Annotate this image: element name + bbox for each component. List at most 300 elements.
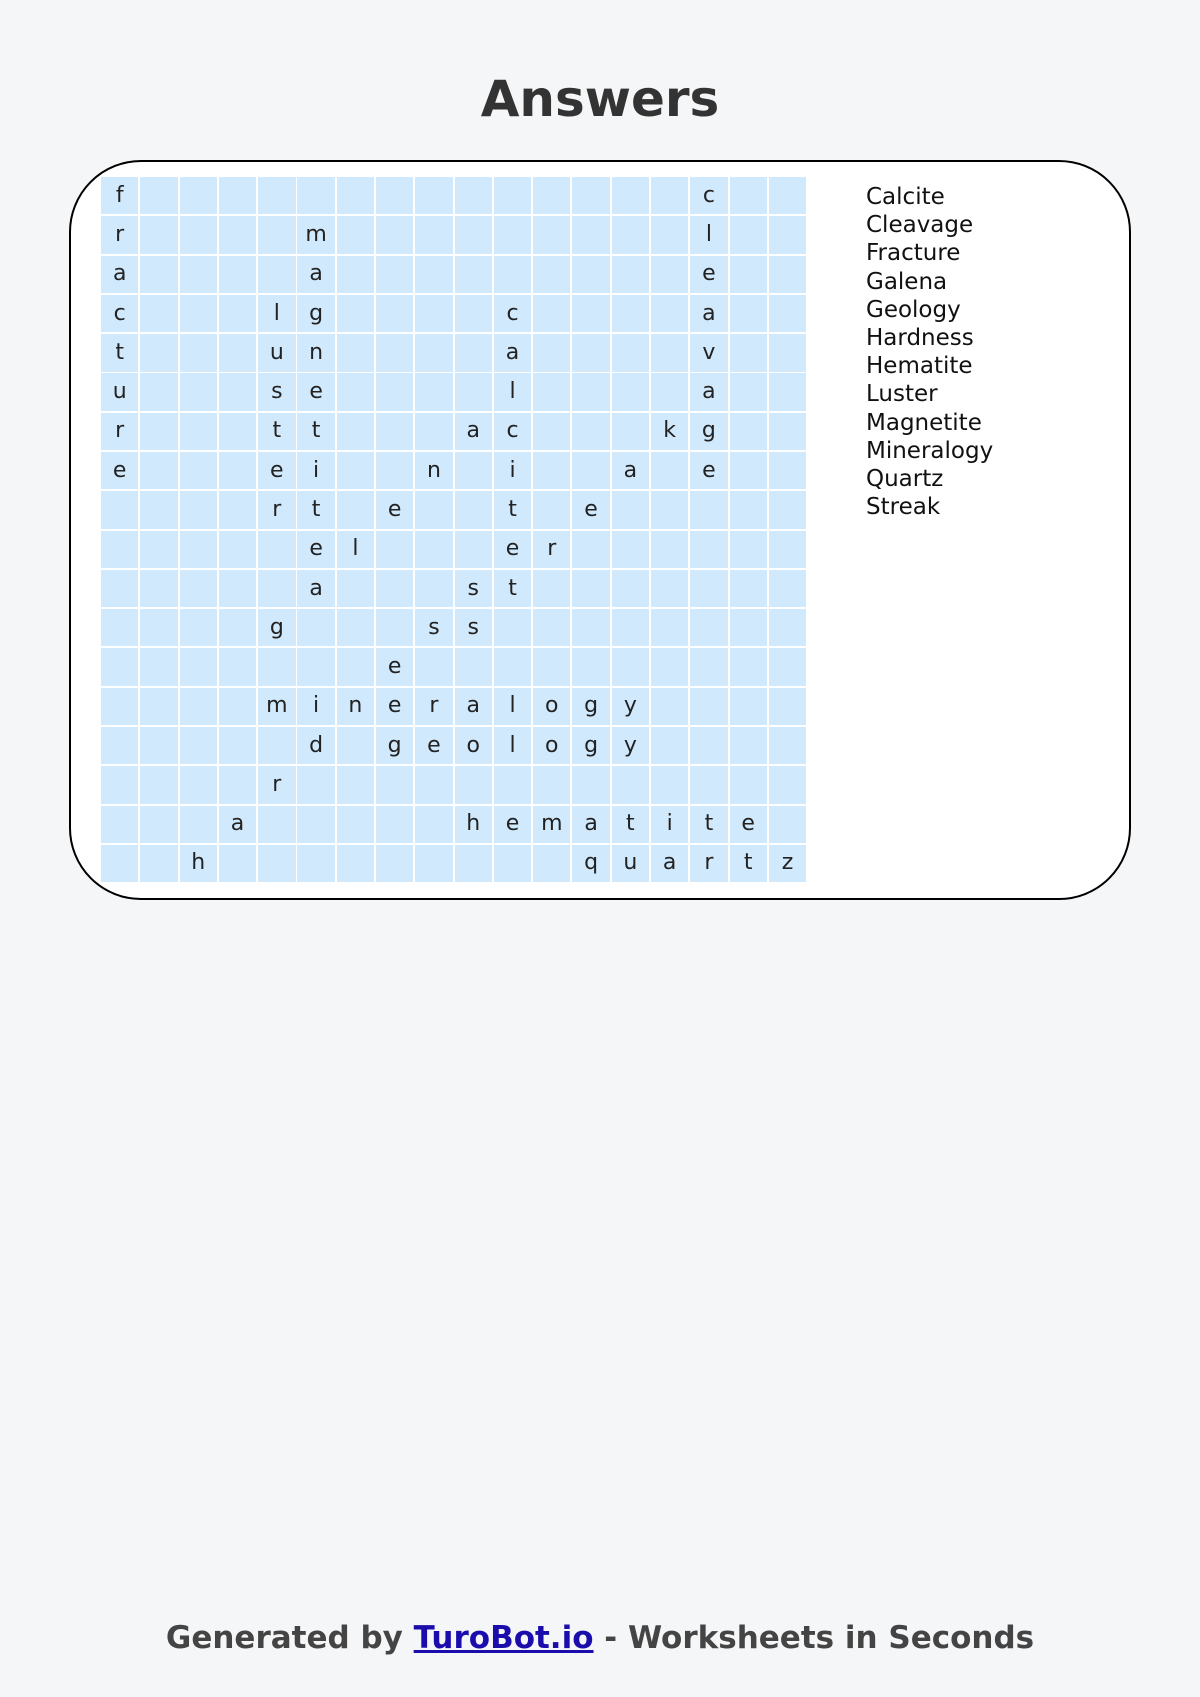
grid-cell: l [494, 688, 531, 725]
grid-cell [572, 609, 609, 646]
grid-cell [258, 256, 295, 293]
grid-cell: m [297, 216, 334, 253]
word-list-item: Streak [866, 494, 941, 521]
grid-cell [297, 177, 334, 214]
word-list-item: Geology [866, 296, 961, 323]
grid-cell: g [572, 688, 609, 725]
grid-cell: h [455, 806, 492, 843]
grid-cell [180, 648, 217, 685]
grid-cell [572, 570, 609, 607]
grid-cell [572, 766, 609, 803]
word-list-item: Quartz [866, 466, 944, 493]
grid-cell [219, 531, 256, 568]
grid-cell [769, 491, 806, 528]
grid-cell [101, 766, 138, 803]
grid-cell [140, 413, 177, 450]
grid-cell [415, 531, 452, 568]
grid-cell: e [376, 648, 413, 685]
word-list-item: Cleavage [866, 212, 974, 239]
grid-cell [690, 766, 727, 803]
grid-cell [180, 609, 217, 646]
grid-cell [769, 727, 806, 764]
grid-cell [455, 373, 492, 410]
grid-cell [769, 452, 806, 489]
grid-cell: a [612, 452, 649, 489]
grid-cell [651, 373, 688, 410]
grid-cell [651, 727, 688, 764]
grid-cell [180, 570, 217, 607]
grid-cell [140, 806, 177, 843]
grid-cell: g [690, 413, 727, 450]
grid-cell [769, 334, 806, 371]
grid-cell: q [572, 845, 609, 882]
grid-cell [612, 570, 649, 607]
grid-cell: e [297, 531, 334, 568]
grid-cell: r [533, 531, 570, 568]
grid-cell: e [494, 531, 531, 568]
grid-cell [769, 570, 806, 607]
grid-cell [572, 177, 609, 214]
grid-cell: r [258, 491, 295, 528]
grid-cell [219, 216, 256, 253]
grid-cell [730, 334, 767, 371]
grid-cell [140, 648, 177, 685]
grid-cell: y [612, 688, 649, 725]
grid-cell [612, 256, 649, 293]
grid-cell: i [494, 452, 531, 489]
grid-cell [297, 806, 334, 843]
grid-cell [297, 766, 334, 803]
grid-cell: s [455, 609, 492, 646]
grid-cell [533, 177, 570, 214]
grid-cell [180, 688, 217, 725]
grid-cell: a [297, 570, 334, 607]
grid-cell [180, 413, 217, 450]
grid-cell: a [219, 806, 256, 843]
grid-cell [572, 648, 609, 685]
grid-cell [769, 648, 806, 685]
grid-cell: e [494, 806, 531, 843]
grid-cell [337, 373, 374, 410]
grid-cell [258, 727, 295, 764]
grid-cell [415, 373, 452, 410]
grid-cell [140, 688, 177, 725]
grid-cell [376, 570, 413, 607]
grid-cell: f [101, 177, 138, 214]
grid-cell [415, 491, 452, 528]
grid-cell [140, 845, 177, 882]
grid-cell: e [101, 452, 138, 489]
grid-cell [376, 256, 413, 293]
grid-cell [612, 648, 649, 685]
grid-cell [455, 648, 492, 685]
grid-cell [219, 609, 256, 646]
grid-cell [572, 413, 609, 450]
grid-cell [651, 256, 688, 293]
grid-cell [533, 648, 570, 685]
grid-cell [337, 216, 374, 253]
grid-cell: t [101, 334, 138, 371]
word-list-item: Fracture [866, 240, 961, 267]
grid-cell: g [297, 295, 334, 332]
grid-cell: m [258, 688, 295, 725]
grid-cell [572, 216, 609, 253]
grid-cell [258, 648, 295, 685]
grid-cell [651, 177, 688, 214]
grid-cell [455, 491, 492, 528]
grid-cell [180, 727, 217, 764]
grid-cell [730, 766, 767, 803]
grid-cell [730, 216, 767, 253]
word-list-item: Hematite [866, 353, 973, 380]
grid-cell [219, 727, 256, 764]
grid-cell [651, 531, 688, 568]
grid-cell: s [258, 373, 295, 410]
grid-cell [572, 531, 609, 568]
grid-cell [769, 216, 806, 253]
grid-cell [651, 766, 688, 803]
grid-cell [140, 531, 177, 568]
grid-cell: s [415, 609, 452, 646]
grid-cell [337, 648, 374, 685]
grid-cell [101, 570, 138, 607]
grid-cell [494, 177, 531, 214]
grid-cell [730, 609, 767, 646]
grid-cell [455, 177, 492, 214]
grid-cell [140, 334, 177, 371]
grid-cell [769, 531, 806, 568]
grid-cell [180, 177, 217, 214]
grid-cell [533, 216, 570, 253]
grid-cell [219, 177, 256, 214]
grid-cell: a [297, 256, 334, 293]
grid-cell [376, 806, 413, 843]
grid-cell [180, 531, 217, 568]
grid-cell [219, 570, 256, 607]
word-list-item: Magnetite [866, 409, 982, 436]
grid-cell: c [690, 177, 727, 214]
grid-cell [140, 295, 177, 332]
grid-cell [101, 688, 138, 725]
grid-cell [730, 648, 767, 685]
grid-cell: e [690, 256, 727, 293]
grid-cell [572, 452, 609, 489]
grid-cell [769, 295, 806, 332]
grid-cell [533, 609, 570, 646]
grid-cell [533, 845, 570, 882]
grid-cell: u [258, 334, 295, 371]
grid-cell: r [101, 413, 138, 450]
grid-cell: l [494, 727, 531, 764]
grid-cell [533, 570, 570, 607]
grid-cell [494, 216, 531, 253]
grid-cell [730, 570, 767, 607]
grid-cell [690, 531, 727, 568]
grid-cell: l [337, 531, 374, 568]
grid-cell [180, 766, 217, 803]
grid-cell [219, 413, 256, 450]
grid-cell [219, 766, 256, 803]
grid-cell [455, 766, 492, 803]
grid-cell: t [297, 413, 334, 450]
grid-cell [337, 806, 374, 843]
grid-cell [730, 373, 767, 410]
grid-cell: e [572, 491, 609, 528]
grid-cell [180, 491, 217, 528]
grid-cell [101, 491, 138, 528]
grid-cell [219, 648, 256, 685]
grid-cell: a [690, 295, 727, 332]
grid-cell [415, 413, 452, 450]
grid-cell [769, 177, 806, 214]
grid-cell [769, 766, 806, 803]
grid-cell [612, 177, 649, 214]
grid-cell [101, 727, 138, 764]
grid-cell: u [101, 373, 138, 410]
grid-cell [376, 845, 413, 882]
grid-cell: r [258, 766, 295, 803]
grid-cell [533, 295, 570, 332]
grid-cell: t [494, 570, 531, 607]
grid-cell [337, 295, 374, 332]
word-list-item: Luster [866, 381, 938, 408]
grid-cell [337, 609, 374, 646]
grid-cell [690, 491, 727, 528]
grid-cell [690, 727, 727, 764]
grid-cell [612, 216, 649, 253]
grid-cell [337, 491, 374, 528]
grid-cell [730, 531, 767, 568]
grid-cell [533, 373, 570, 410]
grid-cell [730, 688, 767, 725]
grid-cell [455, 531, 492, 568]
grid-cell [415, 570, 452, 607]
grid-cell [494, 609, 531, 646]
grid-cell [533, 452, 570, 489]
grid-cell: z [769, 845, 806, 882]
grid-cell: n [297, 334, 334, 371]
grid-cell [415, 177, 452, 214]
grid-cell [219, 688, 256, 725]
grid-cell: r [415, 688, 452, 725]
grid-cell [494, 648, 531, 685]
grid-cell [455, 845, 492, 882]
grid-cell [612, 373, 649, 410]
grid-cell [140, 727, 177, 764]
grid-cell [101, 531, 138, 568]
grid-cell [769, 256, 806, 293]
grid-cell [455, 452, 492, 489]
word-search-grid [101, 177, 806, 882]
grid-cell [730, 295, 767, 332]
grid-cell [612, 609, 649, 646]
grid-cell [651, 609, 688, 646]
grid-cell: a [494, 334, 531, 371]
grid-cell: l [690, 216, 727, 253]
grid-cell [140, 609, 177, 646]
grid-cell [533, 766, 570, 803]
grid-cell: a [572, 806, 609, 843]
grid-cell [337, 334, 374, 371]
grid-cell: e [297, 373, 334, 410]
grid-cell: o [533, 688, 570, 725]
grid-cell [612, 334, 649, 371]
grid-cell [337, 452, 374, 489]
grid-cell [769, 373, 806, 410]
grid-cell [337, 845, 374, 882]
grid-cell [415, 334, 452, 371]
grid-cell [533, 491, 570, 528]
grid-cell: o [533, 727, 570, 764]
grid-cell [494, 845, 531, 882]
word-list-item: Galena [866, 268, 948, 295]
grid-cell: t [730, 845, 767, 882]
grid-cell [455, 295, 492, 332]
grid-cell: a [455, 413, 492, 450]
grid-cell [651, 334, 688, 371]
grid-cell [769, 609, 806, 646]
word-list-item: Calcite [866, 184, 945, 210]
grid-cell: t [690, 806, 727, 843]
grid-cell [376, 373, 413, 410]
grid-cell [651, 295, 688, 332]
grid-cell [297, 609, 334, 646]
grid-cell: t [612, 806, 649, 843]
grid-cell [337, 570, 374, 607]
grid-cell [180, 334, 217, 371]
grid-cell: c [494, 413, 531, 450]
grid-cell [297, 845, 334, 882]
grid-cell: h [180, 845, 217, 882]
grid-cell: m [533, 806, 570, 843]
grid-cell: g [572, 727, 609, 764]
grid-cell: c [494, 295, 531, 332]
grid-cell [494, 766, 531, 803]
grid-cell: i [651, 806, 688, 843]
grid-cell [180, 256, 217, 293]
grid-cell: i [297, 688, 334, 725]
grid-cell [690, 609, 727, 646]
grid-cell [415, 216, 452, 253]
grid-cell: e [730, 806, 767, 843]
page-title: Answers [480, 70, 720, 128]
grid-cell [219, 334, 256, 371]
grid-cell [337, 256, 374, 293]
grid-cell [180, 452, 217, 489]
grid-cell: t [297, 491, 334, 528]
footer-prefix: Generated by [165, 1620, 414, 1656]
grid-cell [690, 688, 727, 725]
grid-cell: a [651, 845, 688, 882]
grid-cell [140, 373, 177, 410]
grid-cell [651, 452, 688, 489]
grid-cell [140, 216, 177, 253]
grid-cell [297, 648, 334, 685]
grid-cell: y [612, 727, 649, 764]
grid-cell: k [651, 413, 688, 450]
grid-cell: e [258, 452, 295, 489]
grid-cell [258, 177, 295, 214]
grid-cell [180, 373, 217, 410]
grid-cell [730, 727, 767, 764]
grid-cell [455, 334, 492, 371]
grid-cell [376, 295, 413, 332]
grid-cell [769, 413, 806, 450]
grid-cell [258, 570, 295, 607]
grid-cell [101, 609, 138, 646]
grid-cell: a [455, 688, 492, 725]
grid-cell: t [494, 491, 531, 528]
grid-cell [494, 256, 531, 293]
grid-cell [572, 295, 609, 332]
grid-cell [376, 413, 413, 450]
grid-cell [101, 806, 138, 843]
grid-cell [612, 491, 649, 528]
grid-cell [219, 452, 256, 489]
grid-cell: l [258, 295, 295, 332]
footer [0, 1618, 1200, 1658]
grid-cell [376, 216, 413, 253]
grid-cell [533, 256, 570, 293]
grid-cell [101, 648, 138, 685]
grid-cell [140, 766, 177, 803]
grid-cell: r [101, 216, 138, 253]
grid-cell: o [455, 727, 492, 764]
grid-cell: g [376, 727, 413, 764]
grid-cell [651, 570, 688, 607]
grid-cell [180, 216, 217, 253]
grid-cell [219, 295, 256, 332]
grid-cell [219, 373, 256, 410]
grid-cell [572, 334, 609, 371]
grid-cell: n [337, 688, 374, 725]
grid-cell [258, 531, 295, 568]
grid-cell [455, 256, 492, 293]
grid-cell [180, 806, 217, 843]
grid-cell [337, 413, 374, 450]
word-list-item: Mineralogy [866, 437, 994, 464]
grid-cell [415, 648, 452, 685]
grid-cell: l [494, 373, 531, 410]
grid-cell: a [101, 256, 138, 293]
grid-cell: e [376, 491, 413, 528]
grid-cell: t [258, 413, 295, 450]
grid-cell [219, 256, 256, 293]
grid-cell [572, 373, 609, 410]
word-list [866, 183, 993, 521]
grid-cell [180, 295, 217, 332]
grid-cell [337, 727, 374, 764]
grid-cell [258, 845, 295, 882]
grid-cell [572, 256, 609, 293]
grid-cell [651, 688, 688, 725]
grid-cell: n [415, 452, 452, 489]
grid-cell [376, 452, 413, 489]
grid-cell [219, 491, 256, 528]
grid-cell [651, 216, 688, 253]
grid-cell [651, 648, 688, 685]
grid-cell [415, 295, 452, 332]
grid-cell: i [297, 452, 334, 489]
grid-cell [376, 177, 413, 214]
grid-cell [612, 766, 649, 803]
turobot-link[interactable]: TuroBot.io [413, 1620, 594, 1656]
grid-cell: c [101, 295, 138, 332]
grid-cell [140, 491, 177, 528]
grid-cell: e [690, 452, 727, 489]
grid-cell [455, 216, 492, 253]
grid-cell [415, 766, 452, 803]
